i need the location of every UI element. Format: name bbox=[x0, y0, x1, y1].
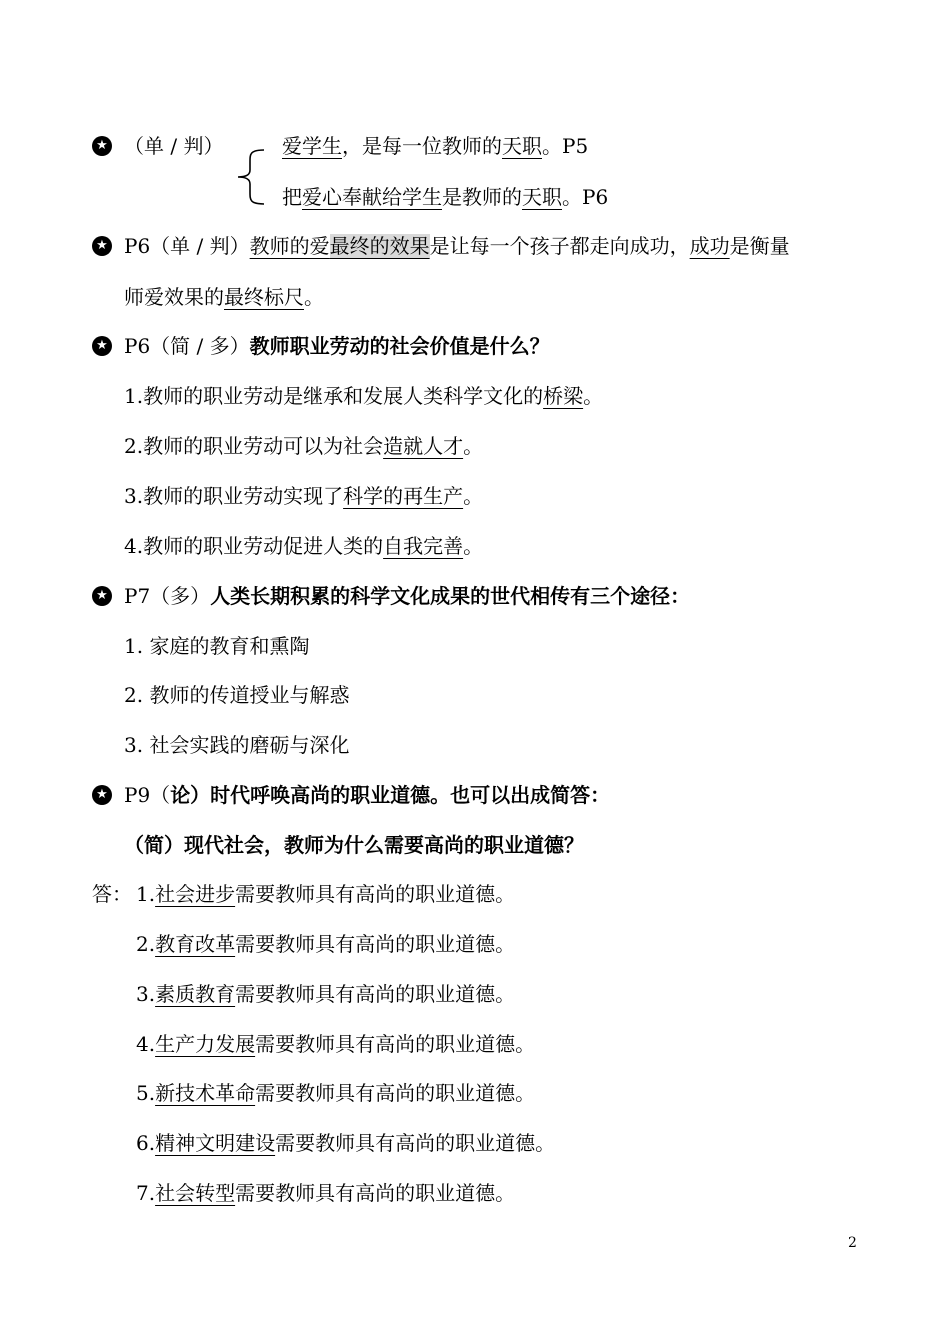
item3-heading: P6（简 / 多）教师职业劳动的社会价值是什么？ bbox=[124, 334, 550, 358]
key-term: 最终标尺 bbox=[224, 285, 304, 309]
page-number: 2 bbox=[848, 1235, 857, 1251]
list-item: 1. 家庭的教育和熏陶 bbox=[124, 634, 310, 658]
bullet-star-icon: ★ bbox=[92, 586, 112, 606]
bullet-star-icon: ★ bbox=[92, 236, 112, 256]
item1-line1: 爱学生，是每一位教师的天职。P5 bbox=[282, 134, 589, 158]
key-term: 社会转型 bbox=[155, 1181, 236, 1205]
key-term: 精神文明建设 bbox=[155, 1131, 276, 1155]
list-item: 2.教师的职业劳动可以为社会造就人才。 bbox=[124, 434, 484, 458]
key-term: 素质教育 bbox=[155, 982, 236, 1006]
item2-line2: 师爱效果的最终标尺。 bbox=[124, 285, 324, 309]
item5-heading: P9（论）时代呼唤高尚的职业道德。也可以出成简答： bbox=[124, 783, 611, 807]
key-term: 爱学生 bbox=[282, 134, 342, 158]
key-term: 天职 bbox=[522, 185, 562, 209]
key-term: 自我完善 bbox=[383, 534, 464, 558]
question-text: 教师职业劳动的社会价值是什么？ bbox=[249, 334, 550, 358]
key-term: 桥梁 bbox=[543, 384, 584, 408]
answer-item: 7.社会转型需要教师具有高尚的职业道德。 bbox=[136, 1181, 516, 1205]
brace-icon bbox=[228, 148, 268, 206]
bullet-star-icon: ★ bbox=[92, 785, 112, 805]
key-term: 造就人才 bbox=[383, 434, 464, 458]
answer-item: 4.生产力发展需要教师具有高尚的职业道德。 bbox=[136, 1032, 536, 1056]
item5-subquestion: （简）现代社会，教师为什么需要高尚的职业道德？ bbox=[124, 833, 584, 857]
answer-item: 5.新技术革命需要教师具有高尚的职业道德。 bbox=[136, 1081, 536, 1105]
answer-item: 1.社会进步需要教师具有高尚的职业道德。 bbox=[136, 882, 516, 906]
key-term: 教育改革 bbox=[155, 932, 236, 956]
answer-item: 3.素质教育需要教师具有高尚的职业道德。 bbox=[136, 982, 516, 1006]
list-item: 1.教师的职业劳动是继承和发展人类科学文化的桥梁。 bbox=[124, 384, 604, 408]
key-term: 爱心奉献给学生 bbox=[302, 185, 442, 209]
list-item: 2. 教师的传道授业与解惑 bbox=[124, 683, 350, 707]
bullet-star-icon: ★ bbox=[92, 336, 112, 356]
key-term: 生产力发展 bbox=[155, 1032, 256, 1056]
answer-item: 2.教育改革需要教师具有高尚的职业道德。 bbox=[136, 932, 516, 956]
item1-line2: 把爱心奉献给学生是教师的天职。P6 bbox=[282, 185, 609, 209]
item1-prefix: （单 / 判） bbox=[124, 134, 224, 158]
key-term: 成功 bbox=[689, 234, 730, 258]
answer-item: 6.精神文明建设需要教师具有高尚的职业道德。 bbox=[136, 1131, 556, 1155]
list-item: 3.教师的职业劳动实现了科学的再生产。 bbox=[124, 484, 484, 508]
list-item: 3. 社会实践的磨砺与深化 bbox=[124, 733, 350, 757]
highlighted-term: 最终的效果 bbox=[329, 234, 430, 258]
key-term: 新技术革命 bbox=[155, 1081, 256, 1105]
bullet-star-icon: ★ bbox=[92, 136, 112, 156]
list-item: 4.教师的职业劳动促进人类的自我完善。 bbox=[124, 534, 484, 558]
key-term: 天职 bbox=[502, 134, 542, 158]
item2-line1: P6（单 / 判）教师的爱最终的效果是让每一个孩子都走向成功，成功是衡量 bbox=[124, 234, 790, 258]
answer-label: 答： bbox=[92, 882, 132, 906]
item4-heading: P7（多）人类长期积累的科学文化成果的世代相传有三个途径： bbox=[124, 584, 691, 608]
key-term: 教师的爱 bbox=[249, 234, 330, 258]
key-term: 社会进步 bbox=[155, 882, 236, 906]
key-term: 科学的再生产 bbox=[343, 484, 464, 508]
